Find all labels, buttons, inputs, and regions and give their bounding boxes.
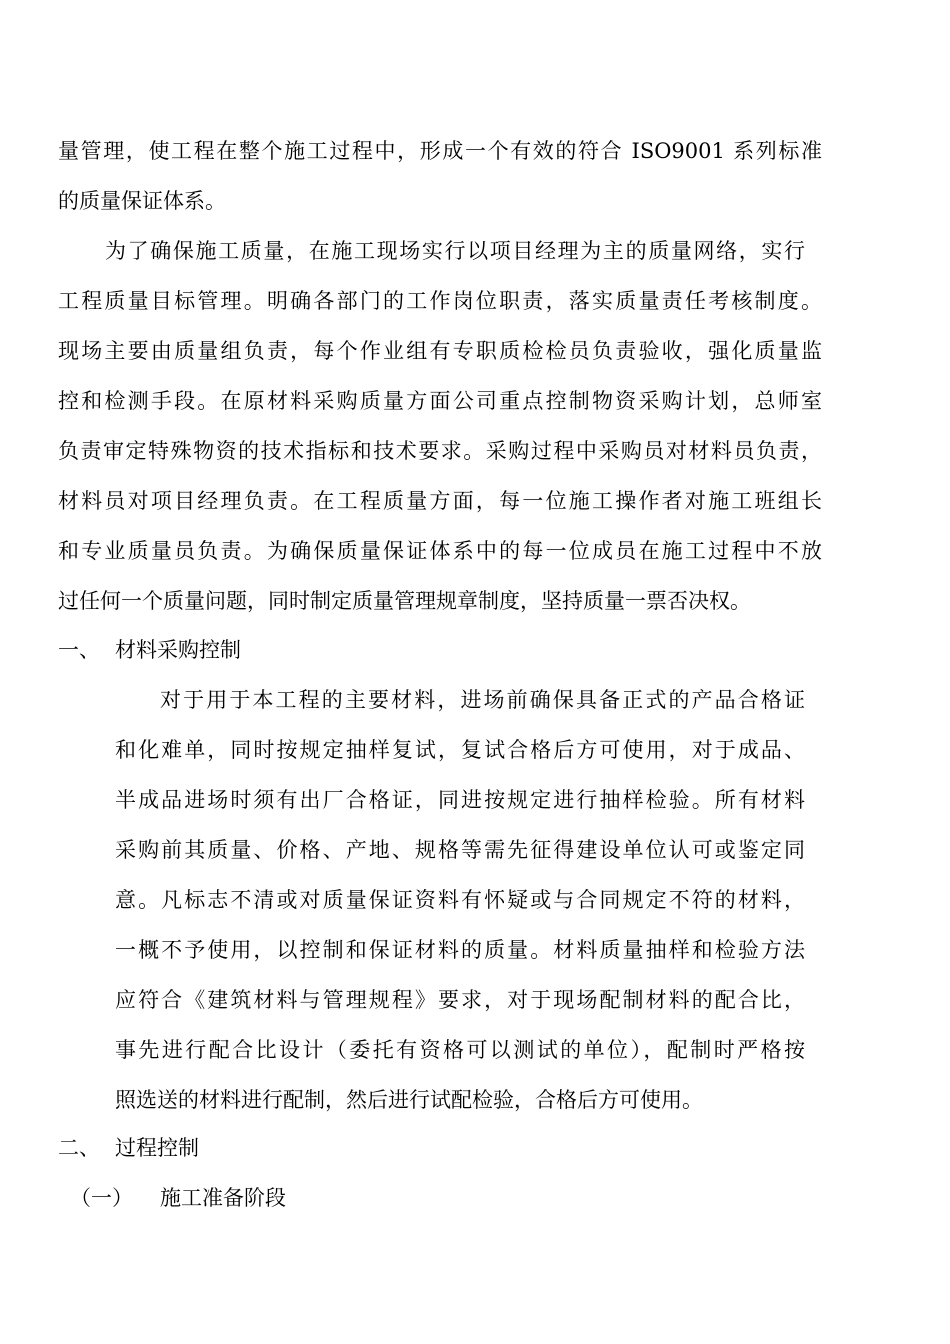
section1-line-2: 和化难单，同时按规定抽样复试，复试合格后方可使用，对于成品、 <box>115 738 805 762</box>
section1-line-4: 采购前其质量、价格、产地、规格等需先征得建设单位认可或鉴定同 <box>115 838 805 862</box>
section2-title: 过程控制 <box>115 1136 199 1160</box>
para1-line-1: 为了确保施工质量，在施工现场实行以项目经理为主的质量网络，实行 <box>105 239 805 263</box>
subsection1-number: （一） <box>70 1186 133 1210</box>
intro-line-1: 量管理，使工程在整个施工过程中，形成一个有效的符合 ISO9001 系列标准 <box>58 139 822 163</box>
para1-line-8: 过任何一个质量问题，同时制定质量管理规章制度，坚持质量一票否决权。 <box>58 589 751 613</box>
subsection1-title: 施工准备阶段 <box>160 1186 286 1210</box>
section1-line-6: 一概不予使用，以控制和保证材料的质量。材料质量抽样和检验方法 <box>115 938 805 962</box>
para1-line-4: 控和检测手段。在原材料采购质量方面公司重点控制物资采购计划，总师室 <box>58 389 822 413</box>
section1-line-5: 意。凡标志不清或对质量保证资料有怀疑或与合同规定不符的材料， <box>115 888 805 912</box>
section1-number: 一、 <box>58 638 100 662</box>
section2-number: 二、 <box>58 1136 100 1160</box>
intro-line-2: 的质量保证体系。 <box>58 189 226 213</box>
section1-line-9: 照选送的材料进行配制，然后进行试配检验，合格后方可使用。 <box>115 1088 703 1112</box>
section1-line-8: 事先进行配合比设计（委托有资格可以测试的单位），配制时严格按 <box>115 1038 805 1062</box>
para1-line-6: 材料员对项目经理负责。在工程质量方面，每一位施工操作者对施工班组长 <box>58 489 822 513</box>
para1-line-3: 现场主要由质量组负责，每个作业组有专职质检检员负责验收，强化质量监 <box>58 339 822 363</box>
section1-title: 材料采购控制 <box>115 638 241 662</box>
section1-line-3: 半成品进场时须有出厂合格证，同进按规定进行抽样检验。所有材料 <box>115 788 805 812</box>
section1-line-7: 应符合《建筑材料与管理规程》要求，对于现场配制材料的配合比， <box>115 988 805 1012</box>
section1-line-1: 对于用于本工程的主要材料，进场前确保具备正式的产品合格证 <box>160 688 805 712</box>
para1-line-7: 和专业质量员负责。为确保质量保证体系中的每一位成员在施工过程中不放 <box>58 539 822 563</box>
para1-line-5: 负责审定特殊物资的技术指标和技术要求。采购过程中采购员对材料员负责， <box>58 439 822 463</box>
para1-line-2: 工程质量目标管理。明确各部门的工作岗位职责，落实质量责任考核制度。 <box>58 289 822 313</box>
